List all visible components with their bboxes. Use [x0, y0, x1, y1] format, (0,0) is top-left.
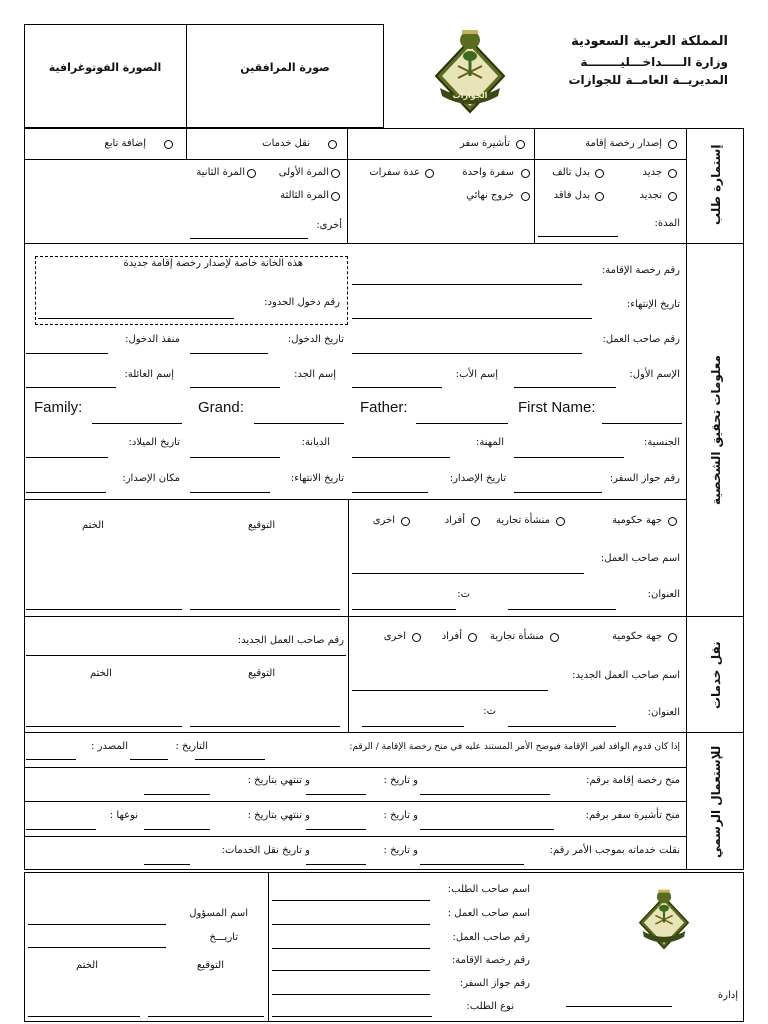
iqama-no-field[interactable] — [352, 284, 582, 285]
radio-transfer-services[interactable] — [328, 140, 337, 149]
label-footer-stamp: الختم — [76, 960, 98, 971]
first-name-ar-field[interactable] — [514, 387, 616, 388]
expiry-date-field[interactable] — [352, 318, 592, 319]
label-expiry-date: تاريخ الإنتهاء: — [626, 299, 680, 310]
new-employer-name-field[interactable] — [352, 690, 548, 691]
transfer-signature-field[interactable] — [190, 726, 340, 727]
radio-transfer-third[interactable] — [331, 192, 340, 201]
label-iqama-and-date: و تاريخ : — [383, 775, 418, 786]
label-transfer-services: نقل خدمات — [262, 138, 310, 149]
logo-emblem-icon — [428, 26, 512, 116]
divider-official-2 — [24, 801, 686, 802]
label-employer-stamp: الختم — [82, 520, 104, 531]
footer-iqama-no-field[interactable] — [272, 970, 430, 971]
label-iqama-new: جديد — [642, 167, 662, 178]
radio-iqama-lost[interactable] — [595, 192, 604, 201]
radio-travel-visa[interactable] — [516, 140, 525, 149]
label-transfer-third: المرة الثالثة — [280, 190, 329, 201]
transfer-stamp-field[interactable] — [26, 726, 182, 727]
label-family-ar: إسم العائلة: — [124, 369, 174, 380]
label-employer-name: اسم صاحب العمل: — [600, 553, 680, 564]
label-entry-date: تاريخ الدخول: — [287, 334, 344, 345]
label-iqama-granted: منح رخصة إقامة برقم: — [586, 775, 680, 786]
footer-signature-field[interactable] — [148, 1016, 264, 1017]
photo-label: الصورة الفوتوغرافية — [48, 61, 162, 74]
visa-type-field[interactable] — [26, 829, 96, 830]
visa-and-date-field[interactable] — [306, 829, 366, 830]
label-iqama-damaged: بدل تالف — [552, 167, 590, 178]
footer-passport-no-field[interactable] — [272, 994, 430, 995]
divider-employer — [24, 616, 744, 617]
border-entry-no-field[interactable] — [38, 318, 234, 319]
request-option-row-line — [24, 159, 686, 160]
label-iqama-renew: تجديد — [639, 190, 662, 201]
label-employer-gov: جهة حكومية — [612, 515, 662, 526]
transferred-field[interactable] — [420, 864, 524, 865]
side-label-request-form: إستمارة طلب — [709, 144, 723, 226]
radio-employer-other[interactable] — [401, 517, 410, 526]
logo-text: الجوازات — [452, 91, 488, 100]
label-transfer-second: المرة الثانية — [196, 167, 245, 178]
label-visa-final-exit: خروج نهائي — [466, 190, 514, 201]
label-grand-en: Grand: — [198, 399, 244, 416]
label-religion: الديانة: — [301, 437, 330, 448]
side-label-official: للإستعمال الرسمي — [709, 745, 723, 859]
label-father-ar: إسم الأب: — [455, 369, 498, 380]
grand-en-field[interactable] — [254, 423, 344, 424]
employer-divider — [348, 500, 349, 616]
radio-employer-gov[interactable] — [668, 517, 677, 526]
label-footer-date: تاريـــخ — [209, 932, 238, 943]
header-frame — [24, 24, 384, 128]
label-expiry-date-2: تاريخ الانتهاء: — [290, 473, 344, 484]
new-iqama-note: هذه الخانة خاصة لإصدار رخصة إقامة جديدة — [123, 258, 303, 269]
grand-ar-field[interactable] — [190, 387, 280, 388]
divider-official-1 — [24, 767, 686, 768]
radio-transfer-gov[interactable] — [668, 633, 677, 642]
family-ar-field[interactable] — [26, 387, 116, 388]
footer-employer-no-field[interactable] — [272, 948, 430, 949]
divider-official-3 — [24, 836, 686, 837]
org-line-2: وزارة الـــــداخـــليــــــــة — [580, 55, 728, 69]
radio-visa-multiple[interactable] — [425, 169, 434, 178]
label-nationality: الجنسية: — [644, 437, 680, 448]
label-visa-granted: منح تأشيرة سفر برقم: — [585, 810, 680, 821]
label-employer-other: اخرى — [372, 515, 395, 526]
ministry-logo — [428, 26, 512, 116]
radio-visa-final-exit[interactable] — [521, 192, 530, 201]
label-applicant-name: اسم صاحب الطلب: — [447, 884, 530, 895]
radio-employer-individuals[interactable] — [471, 517, 480, 526]
radio-visa-single[interactable] — [521, 169, 530, 178]
divider-request — [24, 243, 744, 244]
other-field[interactable] — [190, 238, 308, 239]
footer-logo — [634, 884, 694, 954]
birth-date-field[interactable] — [26, 457, 108, 458]
label-visa-type: نوعها : — [109, 810, 138, 821]
side-label-identity: معلومات تحقيق الشخصية — [709, 355, 723, 505]
radio-add-dependent[interactable] — [164, 140, 173, 149]
label-iqama-lost: بدل فاقد — [553, 190, 590, 201]
department-field[interactable] — [566, 1006, 672, 1007]
label-new-employer-name: اسم صاحب العمل الجديد: — [572, 670, 680, 681]
employer-no-field[interactable] — [352, 353, 582, 354]
label-transferred: نقلت خدماته بموجب الأمر رقم: — [549, 845, 680, 856]
label-visa-and-date: و تاريخ : — [383, 810, 418, 821]
label-new-employer-no: رقم صاحب العمل الجديد: — [237, 635, 344, 646]
label-department: إدارة — [717, 990, 738, 1001]
entry-port-field[interactable] — [26, 353, 108, 354]
label-profession: المهنة: — [476, 437, 504, 448]
expiry-date-2-field[interactable] — [190, 492, 270, 493]
label-footer-employer-no: رقم صاحب العمل: — [452, 932, 530, 943]
label-issue-date: تاريخ الإصدار: — [449, 473, 506, 484]
label-transferred-and-date: و تاريخ : — [383, 845, 418, 856]
label-birth-date: تاريخ الميلاد: — [128, 437, 180, 448]
label-footer-signature: التوقيع — [196, 960, 224, 971]
family-en-field[interactable] — [92, 423, 182, 424]
divider-transfer — [24, 732, 744, 733]
father-en-field[interactable] — [416, 423, 508, 424]
label-transfer-other: اخرى — [383, 631, 406, 642]
label-transfer-individuals: أفراد — [441, 631, 462, 642]
issue-date-field[interactable] — [352, 492, 428, 493]
visa-granted-field[interactable] — [420, 829, 554, 830]
label-footer-passport-no: رقم جواز السفر: — [459, 978, 530, 989]
label-iqama-no: رقم رخصة الإقامة: — [601, 265, 680, 276]
employer-signature-field[interactable] — [190, 609, 340, 610]
radio-transfer-second[interactable] — [247, 169, 256, 178]
transferred-and-date-field[interactable] — [306, 864, 366, 865]
label-iqama-ends-date: و تنتهي بتاريخ : — [247, 775, 310, 786]
radio-transfer-individuals[interactable] — [468, 633, 477, 642]
label-passport-no: رقم جواز السفر: — [609, 473, 680, 484]
label-employer-individuals: أفراد — [444, 515, 465, 526]
footer-employer-name-field[interactable] — [272, 924, 430, 925]
radio-issue-iqama[interactable] — [668, 140, 677, 149]
label-grand-ar: إسم الجد: — [294, 369, 336, 380]
label-add-dependent: إضافة تابع — [104, 138, 146, 149]
label-transfer-phone: ت: — [483, 706, 496, 717]
radio-iqama-renew[interactable] — [668, 192, 677, 201]
entry-date-field[interactable] — [190, 353, 268, 354]
visa-ends-date-field[interactable] — [144, 829, 210, 830]
label-transfer-stamp: الختم — [90, 668, 112, 679]
issue-place-field[interactable] — [26, 492, 106, 493]
label-visa-multiple: عدة سفرات — [369, 167, 420, 178]
label-issue-iqama: إصدار رخصة إقامة — [585, 138, 662, 149]
radio-iqama-damaged[interactable] — [595, 169, 604, 178]
official-source-field-2[interactable] — [26, 759, 76, 760]
side-column-divider — [686, 128, 687, 870]
label-employer-no: رقم صاحب العمل: — [602, 334, 680, 345]
label-visa-single: سفرة واحدة — [462, 167, 514, 178]
org-line-3: المديريــة العامــة للجوازات — [568, 73, 728, 87]
arrival-note: إذا كان قدوم الوافد لغير الإقامة فيوضح الأمر المستند عليه في منح رخصة الإقامة / الرقم: — [349, 742, 680, 752]
iqama-granted-field[interactable] — [420, 794, 550, 795]
radio-transfer-first[interactable] — [331, 169, 340, 178]
footer-divider — [268, 872, 269, 1022]
label-official-date: التاريخ : — [175, 741, 208, 752]
footer-request-type-field[interactable] — [272, 1016, 432, 1017]
org-line-1: المملكة العربية السعودية — [571, 34, 728, 49]
side-label-transfer: نقل خدمات — [709, 641, 723, 709]
official-date-field[interactable] — [195, 759, 265, 760]
header-divider — [186, 24, 187, 128]
label-family-en: Family: — [34, 399, 83, 416]
label-footer-iqama-no: رقم رخصة الإقامة: — [451, 955, 530, 966]
nationality-field[interactable] — [514, 457, 624, 458]
responsible-name-field[interactable] — [28, 924, 166, 925]
request-col-1 — [534, 128, 535, 243]
label-employer-commercial: منشأة تجارية — [495, 515, 550, 526]
label-transfer-services-date: و تاريخ نقل الخدمات: — [221, 845, 310, 856]
radio-transfer-commercial[interactable] — [550, 633, 559, 642]
father-ar-field[interactable] — [352, 387, 442, 388]
radio-transfer-other[interactable] — [412, 633, 421, 642]
footer-date-field[interactable] — [28, 947, 166, 948]
label-footer-request-type: نوع الطلب: — [466, 1001, 514, 1012]
employer-stamp-field[interactable] — [26, 609, 182, 610]
iqama-and-date-field[interactable] — [306, 794, 366, 795]
label-father-en: Father: — [360, 399, 408, 416]
radio-employer-commercial[interactable] — [556, 517, 565, 526]
official-source-field[interactable] — [130, 759, 168, 760]
label-entry-port: منفذ الدخول: — [125, 334, 180, 345]
transfer-divider — [348, 617, 349, 732]
label-issue-place: مكان الإصدار: — [122, 473, 180, 484]
companion-photo-label: صورة المرافقين — [240, 61, 330, 74]
transfer-address-field[interactable] — [508, 726, 616, 727]
label-transfer-commercial: منشأة تجارية — [489, 631, 544, 642]
label-travel-visa: تأشيرة سفر — [459, 138, 510, 149]
label-official-source: المصدر : — [91, 741, 128, 752]
label-other: أخرى: — [316, 220, 342, 231]
first-name-en-field[interactable] — [602, 423, 682, 424]
label-employer-address: العنوان: — [647, 589, 680, 600]
duration-field[interactable] — [538, 236, 618, 237]
new-employer-no-field[interactable] — [26, 655, 346, 656]
label-footer-employer-name: اسم صاحب العمل : — [447, 908, 530, 919]
label-duration: المدة: — [654, 218, 680, 229]
passport-no-field[interactable] — [514, 492, 602, 493]
iqama-ends-date-field[interactable] — [144, 794, 210, 795]
applicant-name-field[interactable] — [272, 900, 430, 901]
label-transfer-address: العنوان: — [647, 707, 680, 718]
label-employer-phone: ت: — [457, 589, 470, 600]
label-first-name-en: First Name: — [518, 399, 596, 416]
label-border-entry-no: رقم دخول الحدود: — [264, 297, 340, 308]
label-transfer-signature: التوقيع — [248, 668, 276, 679]
request-col-3 — [186, 128, 187, 159]
label-visa-ends-date: و تنتهي بتاريخ : — [247, 810, 310, 821]
religion-field[interactable] — [190, 457, 280, 458]
label-employer-signature: التوقيع — [248, 520, 276, 531]
label-transfer-gov: جهة حكومية — [612, 631, 662, 642]
employer-address-field[interactable] — [508, 609, 616, 610]
transfer-phone-field[interactable] — [362, 726, 464, 727]
request-col-2 — [347, 128, 348, 243]
employer-phone-field[interactable] — [352, 609, 456, 610]
label-responsible-name: اسم المسؤول — [189, 908, 248, 919]
radio-iqama-new[interactable] — [668, 169, 677, 178]
label-first-name-ar: الإسم الأول: — [629, 369, 680, 380]
label-transfer-first: المرة الأولى — [278, 167, 329, 178]
transfer-services-date-field[interactable] — [144, 864, 190, 865]
footer-stamp-field[interactable] — [28, 1016, 140, 1017]
logo-emblem-icon — [634, 884, 694, 954]
divider-identity — [24, 499, 686, 500]
employer-name-field[interactable] — [352, 573, 584, 574]
profession-field[interactable] — [352, 457, 450, 458]
